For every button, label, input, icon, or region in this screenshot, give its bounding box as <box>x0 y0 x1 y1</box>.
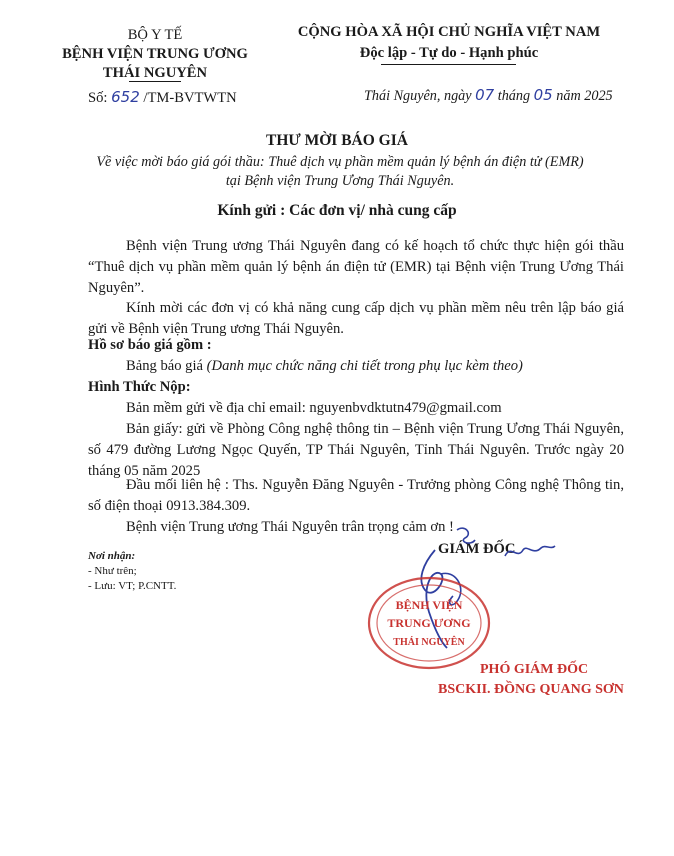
paragraph-invitation: Kính mời các đơn vị có khả năng cung cấp dịch vụ phần mềm nêu trên lập báo giá gửi về Bệnh viện Trung ương Thái Nguyên. <box>88 300 624 337</box>
subject-line2: tại Bệnh viện Trung Ương Thái Nguyên. <box>225 173 455 189</box>
date-day-handwritten: 07 <box>475 86 495 104</box>
document-date <box>364 86 613 105</box>
submission-electronic: Bản mềm gửi về địa chỉ email: nguyenbvdktutn479@gmail.com <box>126 400 502 416</box>
submission-heading: Hình Thức Nộp: <box>88 379 191 395</box>
recipient-line: Kính gửi : Các đơn vị/ nhà cung cấp <box>217 202 457 219</box>
recipients-block <box>88 549 176 594</box>
seal-line1: BỆNH VIỆN <box>395 598 463 612</box>
director-title: GIÁM ĐỐC <box>438 541 516 557</box>
dossier-item-note: (Danh mục chức năng chi tiết trong phụ lục kèm theo) <box>206 358 523 374</box>
document-subject <box>60 153 620 191</box>
header-underline-left <box>129 81 181 82</box>
seal-line3: THÁI NGUYÊN <box>393 637 465 648</box>
thank-you-line: Bệnh viện Trung ương Thái Nguyên trân trọng cảm ơn ! <box>126 519 454 535</box>
dossier-item-text: Bảng báo giá <box>126 358 204 374</box>
contact-person: Đầu mối liên hệ : Ths. Nguyễn Đăng Nguyên - Trưởng phòng Công nghệ Thông tin, số điện thoại 0913.384.309. <box>88 477 624 514</box>
document-number <box>88 88 237 107</box>
seal-line2: TRUNG ƯƠNG <box>387 616 471 630</box>
agency-header <box>60 26 250 83</box>
date-year: năm 2025 <box>556 88 613 104</box>
subject-line1: Về việc mời báo giá gói thầu: Thuê dịch vụ phần mềm quản lý bệnh án điện tử (EMR) <box>96 154 584 170</box>
doc-no-prefix: Số: <box>88 90 108 106</box>
recipient-item: - Lưu: VT; P.CNTT. <box>88 580 177 592</box>
national-motto: Độc lập - Tự do - Hạnh phúc <box>359 45 539 61</box>
doc-no-handwritten: 652 <box>111 88 140 106</box>
header-underline-right <box>381 64 516 65</box>
hospital-seal <box>366 575 492 671</box>
hospital-name-line1: BỆNH VIỆN TRUNG ƯƠNG <box>62 46 248 62</box>
recipients-heading: Nơi nhận: <box>88 550 136 562</box>
ministry-name: BỘ Y TẾ <box>127 27 183 43</box>
state-header <box>284 22 614 64</box>
date-month-handwritten: 05 <box>533 86 553 104</box>
signer-name: BSCKII. ĐỒNG QUANG SƠN <box>438 682 624 697</box>
recipient-item: - Như trên; <box>88 565 137 577</box>
country-name: CỘNG HÒA XÃ HỘI CHỦ NGHĨA VIỆT NAM <box>297 24 601 40</box>
date-prefix: Thái Nguyên, ngày <box>364 88 472 104</box>
dossier-item <box>126 356 523 377</box>
dossier-heading: Hồ sơ báo giá gồm : <box>88 337 212 353</box>
deputy-director-title: PHÓ GIÁM ĐỐC <box>480 662 589 677</box>
submission-paper: Bản giấy: gửi về Phòng Công nghệ thông tin – Bệnh viện Trung Ương Thái Nguyên, số 479 đường Lương Ngọc Quyến, TP Thái Nguyên, Tỉnh Thái Nguyên. Trước ngày 20 tháng 05 năm 2025 <box>88 421 624 479</box>
document-title: THƯ MỜI BÁO GIÁ <box>266 132 408 149</box>
paragraph-intro: Bệnh viện Trung ương Thái Nguyên đang có kế hoạch tổ chức thực hiện gói thầu “Thuê dịch vụ phần mềm quản lý bệnh án điện tử (EMR) tại Bệnh viện Trung Ương Thái Nguyên”. <box>88 238 624 296</box>
hospital-name-line2: THÁI NGUYÊN <box>102 65 208 81</box>
doc-no-suffix: /TM-BVTWTN <box>143 90 237 106</box>
date-month-word: tháng <box>497 88 531 104</box>
